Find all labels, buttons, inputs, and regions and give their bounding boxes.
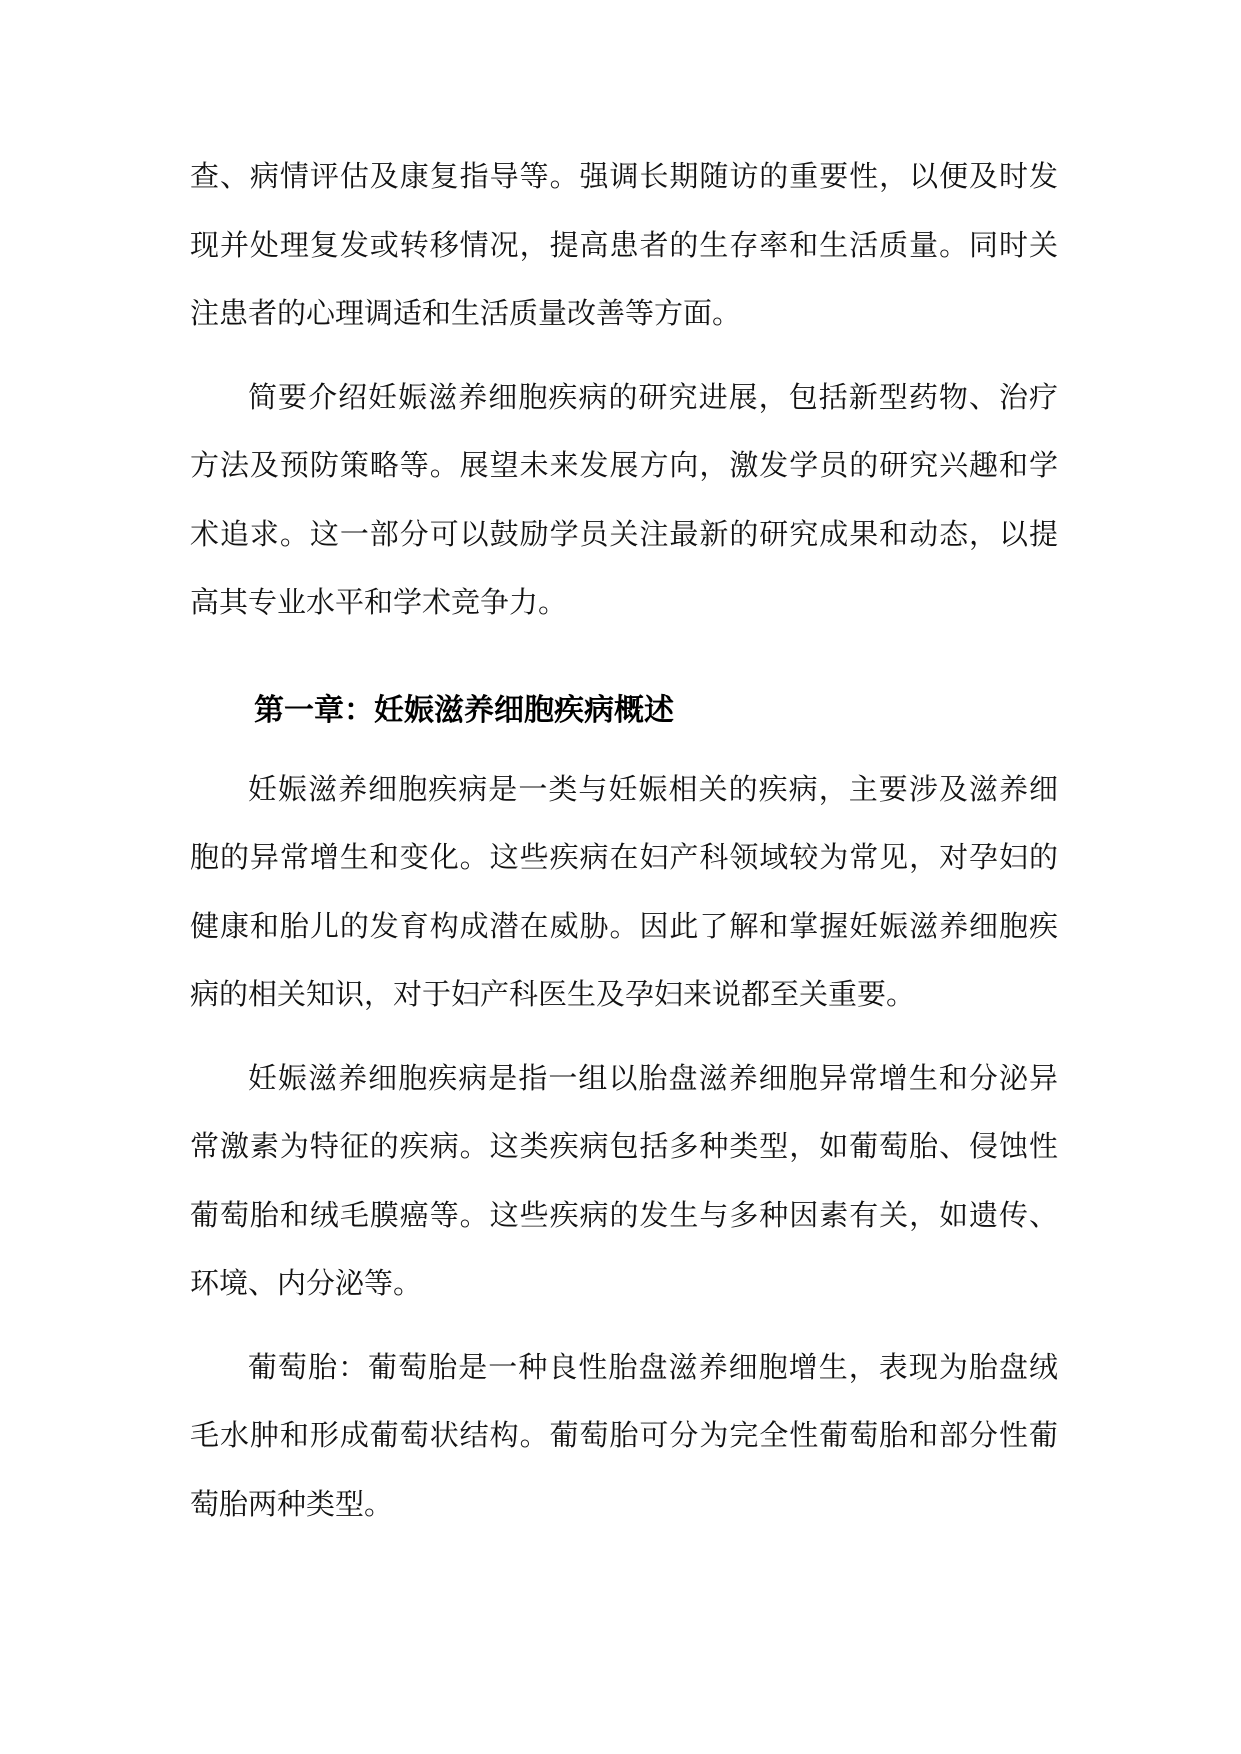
document-body [190,142,1058,1538]
paragraph-intro-1: 查、病情评估及康复指导等。强调长期随访的重要性，以便及时发现并处理复发或转移情况，提高患者的生存率和生活质量。同时关注患者的心理调适和生活质量改善等方面。 [190,159,1058,330]
paragraph-intro-2: 简要介绍妊娠滋养细胞疾病的研究进展，包括新型药物、治疗方法及预防策略等。展望未来发展方向，激发学员的研究兴趣和学术追求。这一部分可以鼓励学员关注最新的研究成果和动态，以提高其专业水平和学术竞争力。 [190,379,1058,619]
paragraph-chapter-3: 葡萄胎：葡萄胎是一种良性胎盘滋养细胞增生，表现为胎盘绒毛水肿和形成葡萄状结构。葡萄胎可分为完全性葡萄胎和部分性葡萄胎两种类型。 [190,1349,1058,1521]
paragraph-chapter-1: 妊娠滋养细胞疾病是一类与妊娠相关的疾病，主要涉及滋养细胞的异常增生和变化。这些疾病在妇产科领域较为常见，对孕妇的健康和胎儿的发育构成潜在威胁。因此了解和掌握妊娠滋养细胞疾病的相关知识，对于妇产科医生及孕妇来说都至关重要。 [190,771,1058,1011]
chapter-heading: 第一章：妊娠滋养细胞疾病概述 [254,692,674,728]
paragraph-chapter-2: 妊娠滋养细胞疾病是指一组以胎盘滋养细胞异常增生和分泌异常激素为特征的疾病。这类疾病包括多种类型，如葡萄胎、侵蚀性葡萄胎和绒毛膜癌等。这些疾病的发生与多种因素有关，如遗传、环境、内分泌等。 [190,1060,1058,1300]
